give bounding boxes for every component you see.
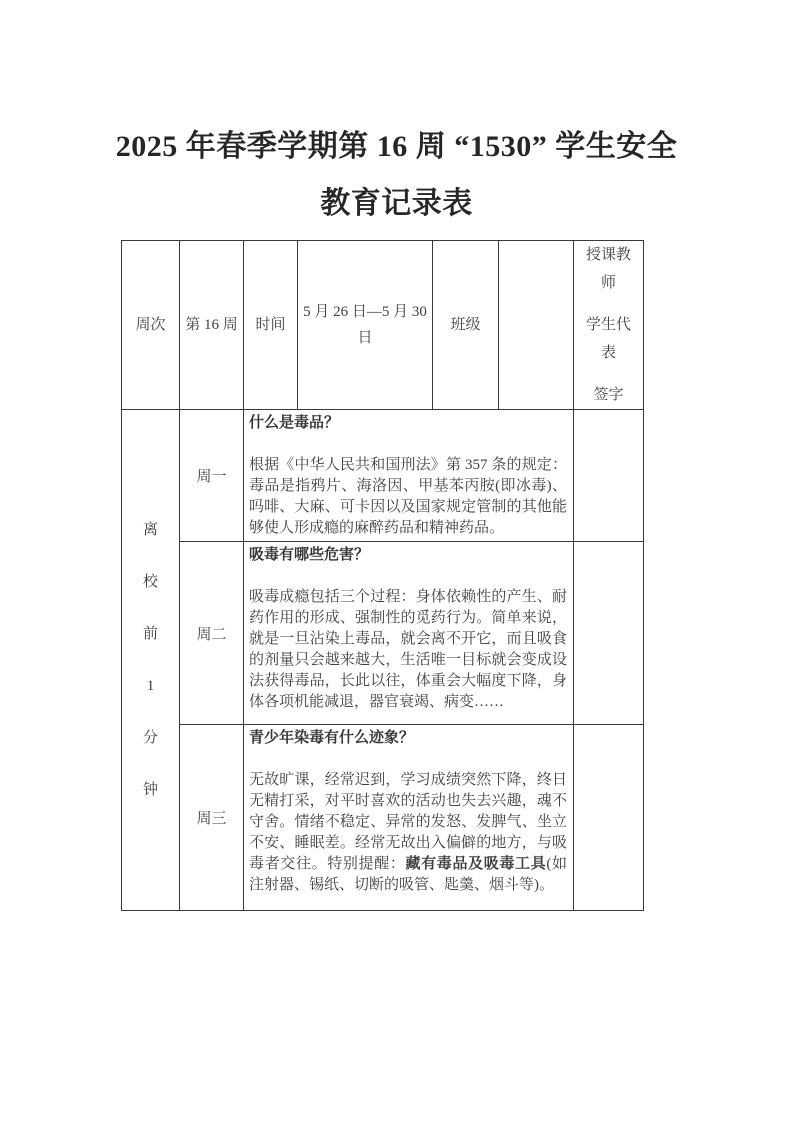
session-label-vertical bbox=[122, 520, 179, 800]
session-label-char: 前 bbox=[142, 626, 158, 642]
signature-cell-tuesday bbox=[574, 542, 644, 725]
day-cell-wednesday: 周三 bbox=[180, 725, 244, 911]
signature-role-sign-label: 签字 bbox=[593, 387, 624, 403]
page-title bbox=[0, 118, 793, 232]
day-cell-tuesday: 周二 bbox=[180, 542, 244, 725]
session-label-cell bbox=[122, 410, 180, 911]
time-label-cell: 时间 bbox=[244, 241, 298, 410]
day-cell-monday: 周一 bbox=[180, 410, 244, 542]
table-header-row bbox=[122, 241, 644, 410]
answer-text: 吸毒成瘾包括三个过程：身体依赖性的产生、耐药作用的形成、强制性的觅药行为。简单来说，就是一旦沾染上毒品，就会离不开它，而且吸食的剂量只会越来越大，生活唯一目标就会变成设法获得毒品，长此以往，体重会大幅度下降，身体各项机能减退，器官衰竭、病变…… bbox=[249, 589, 567, 710]
question-title: 青少年染毒有什么迹象？ bbox=[249, 730, 415, 746]
page-title-line-1: 2025 年春季学期第 16 周 “1530” 学生安全 bbox=[115, 130, 678, 163]
table-row-monday bbox=[122, 410, 644, 542]
signature-cell-monday bbox=[574, 410, 644, 542]
table-row-tuesday bbox=[122, 542, 644, 725]
session-label-char: 1 bbox=[146, 678, 155, 694]
signature-cell-wednesday bbox=[574, 725, 644, 911]
content-cell-tuesday bbox=[244, 542, 574, 725]
week-label-cell: 周次 bbox=[122, 241, 180, 410]
table-row-wednesday bbox=[122, 725, 644, 911]
session-label-char: 钟 bbox=[142, 782, 158, 798]
session-label-char: 分 bbox=[142, 730, 158, 746]
session-label-char: 离 bbox=[142, 522, 158, 538]
content-cell-monday bbox=[244, 410, 574, 542]
signature-role-student-rep: 学生代表 bbox=[585, 317, 631, 361]
class-value-cell bbox=[499, 241, 574, 410]
content-cell-wednesday bbox=[244, 725, 574, 911]
question-title: 什么是毒品？ bbox=[249, 415, 340, 431]
time-value-cell: 5 月 26 日—5 月 30 日 bbox=[298, 241, 433, 410]
session-label-char: 校 bbox=[142, 574, 158, 590]
signature-roles-cell bbox=[574, 241, 644, 410]
answer-text: 无故旷课，经常迟到，学习成绩突然下降，终日无精打采，对平时喜欢的活动也失去兴趣，魂不守舍。情绪不稳定、异常的发怒、发脾气、坐立不安、睡眠差。经常无故出入偏僻的地方，与吸毒者交往。特别提醒：藏有毒品及吸毒工具(如注射器、锡纸、切断的吸管、匙羹、烟斗等)。 bbox=[249, 772, 567, 893]
record-table bbox=[121, 240, 644, 911]
answer-text: 根据《中华人民共和国刑法》第 357 条的规定：毒品是指鸦片、海洛因、甲基苯丙胺(即冰毒)、吗啡、大麻、可卡因以及国家规定管制的其他能够使人形成瘾的麻醉药品和精神药品。 bbox=[249, 457, 567, 536]
page-title-line-2: 教育记录表 bbox=[320, 187, 473, 220]
class-label-cell: 班级 bbox=[433, 241, 499, 410]
question-title: 吸毒有哪些危害？ bbox=[249, 547, 370, 563]
week-value-cell: 第 16 周 bbox=[180, 241, 244, 410]
signature-role-teacher: 授课教师 bbox=[585, 247, 631, 291]
